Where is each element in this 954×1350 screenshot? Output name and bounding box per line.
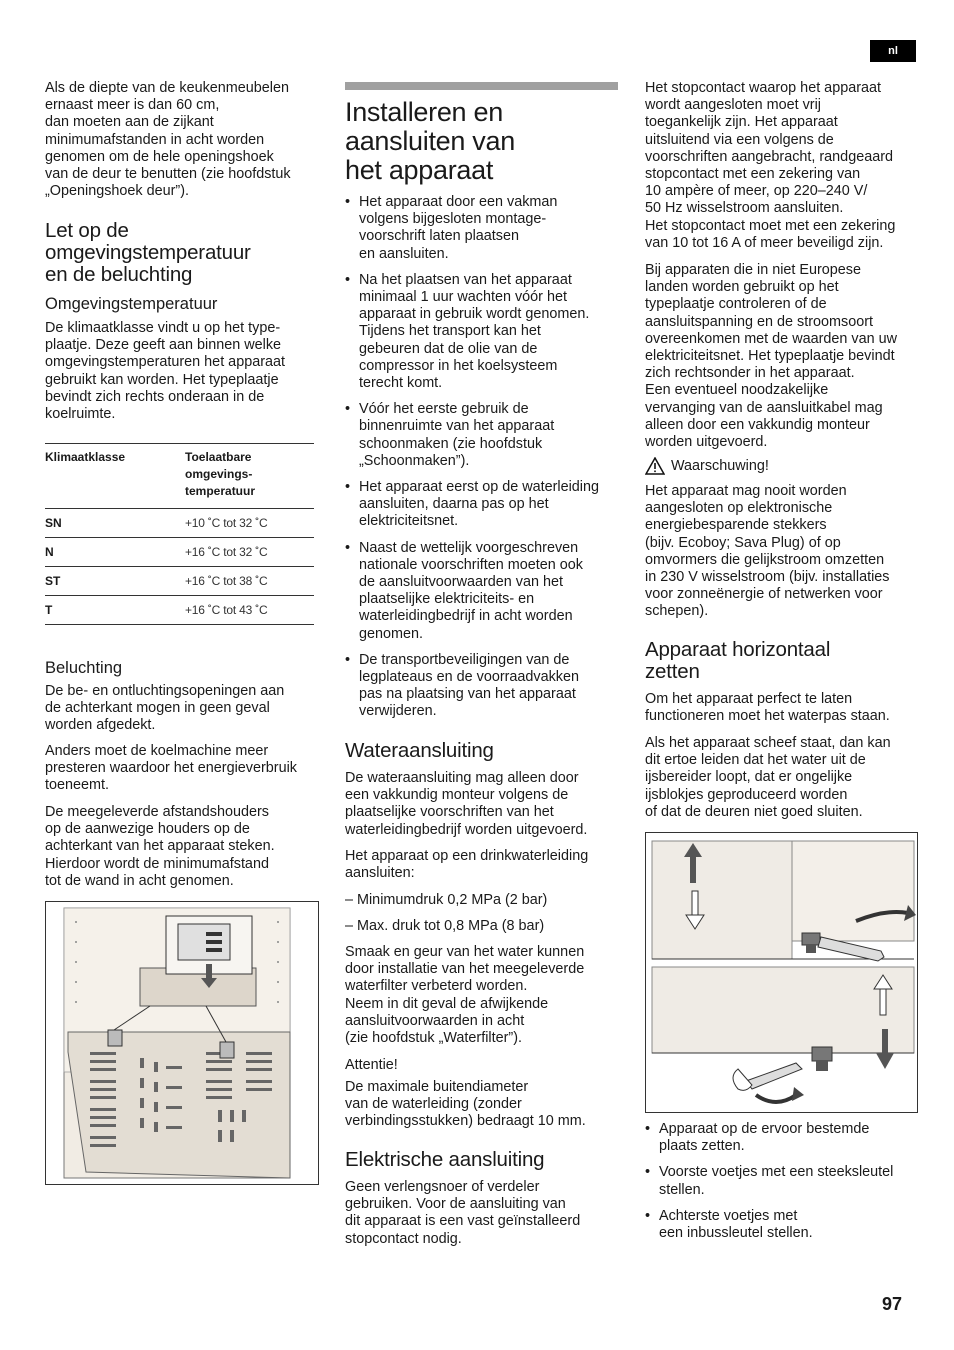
leveling-text-2: Als het apparaat scheef staat, dan kan dit ertoe leiden dat het water uit de ijsbereider loopt, dat er ongelijke ijsblokjes geproduceerd worden of dat de deuren niet goed sluiten. (645, 735, 891, 820)
leveling-illustration (645, 832, 918, 1113)
ambient-temp-subheading: Omgevingstemperatuur (45, 295, 218, 313)
non-eu-text: Bij apparaten die in niet Europese landen worden gebruikt op het typeplaatje controleren of de aansluitspanning en de stroomsoort overeenkomen met de waarden van uw elektriciteitsnet. Het typeplaatje bevindt zich rechtsonder in het apparaat. Een eventueel noodzakelijke vervanging van de aansluitkabel mag alleen door een vakkundig monteur worden uitgevoerd. (645, 262, 897, 451)
table-row (45, 596, 314, 625)
table-cell-class: T (45, 596, 185, 625)
list-item: • Vóór het eerste gebruik de binnenruimte van het apparaat schoonmaken (zie hoofdstuk „Schoonmaken”). (345, 401, 625, 470)
ventilation-text-3: De meegeleverde afstandshouders op de aanwezige houders op de achterkant van het apparaat steken. Hierdoor wordt de minimumafstand tot de wand in acht genomen. (45, 804, 275, 889)
warning-label-row (645, 457, 769, 475)
attention-label: Attentie! (345, 1057, 398, 1073)
water-heading: Wateraansluiting (345, 739, 494, 762)
water-min-pressure: – Minimumdruk 0,2 MPa (2 bar) (345, 892, 548, 908)
page-number: 97 (882, 1294, 903, 1314)
warning-triangle-icon (645, 457, 665, 475)
list-item: • Het apparaat eerst op de waterleiding aansluiten, daarna pas op het elektriciteitsnet. (345, 479, 625, 531)
table-cell-temp: +16 ˚C tot 43 ˚C (185, 596, 314, 625)
list-item: • Na het plaatsen van het apparaat minimaal 1 uur wachten vóór het apparaat in gebruik wordt genomen. Tijdens het transport kan het gebeuren dat de olie van de compressor in het koelsysteem terecht komt. (345, 272, 625, 392)
ambient-temp-text: De klimaatklasse vindt u op het type- plaatje. Deze geeft aan binnen welke omgevingstemperaturen het apparaat gebruikt kan worden. Het typeplaatje bevindt zich rechts onderaan in de koelruimte. (45, 320, 285, 423)
table-cell-class: ST (45, 567, 185, 596)
table-cell-class: SN (45, 509, 185, 538)
list-item: • Voorste voetjes met een steeksleutel stellen. (645, 1164, 925, 1198)
warning-label: Waarschuwing! (671, 458, 769, 474)
list-item: • Apparaat op de ervoor bestemde plaats zetten. (645, 1121, 925, 1155)
list-item: • Naast de wettelijk voorgeschreven nationale voorschriften moeten ook de aansluitvoorwaarden van het plaatselijke elektriciteits- en waterleidingbedrijf in acht worden genomen. (345, 540, 625, 643)
ventilation-subheading: Beluchting (45, 659, 123, 677)
water-text-3: Smaak en geur van het water kunnen door installatie van het meegeleverde waterfilter verbeterd worden. Neem in dit geval de afwijkende aansluitvoorwaarden in acht (zie hoofdstuk „Waterfilter”). (345, 944, 585, 1047)
attention-text: De maximale buitendiameter van de waterleiding (zonder verbindingsstukken) bedraagt 10 mm. (345, 1079, 586, 1130)
list-item: • Het apparaat door een vakman volgens bijgesloten montage- voorschrift laten plaatsen en aansluiten. (345, 194, 625, 263)
table-row (45, 538, 314, 567)
table-header-temp: Toelaatbare omgevings- temperatuur (185, 444, 314, 509)
water-max-pressure: – Max. druk tot 0,8 MPa (8 bar) (345, 918, 545, 934)
table-cell-temp: +16 ˚C tot 38 ˚C (185, 567, 314, 596)
ambient-heading: Let op de omgevingstemperatuur en de beluchting (45, 219, 251, 286)
language-tab: nl (870, 40, 916, 62)
section-rule (345, 82, 618, 90)
warning-text: Het apparaat mag nooit worden aangesloten op elektronische energiebesparende stekkers (bijv. Ecoboy; Sava Plug) of op omvormers die gelijkstroom omzetten in 230 V wisselstroom (bijv. installaties voor zonneënergie of netwerken voor schepen). (645, 483, 890, 620)
page-title: Installeren en aansluiten van het apparaat (345, 97, 515, 185)
appliance-back-drawing (46, 902, 318, 1184)
table-cell-class: N (45, 538, 185, 567)
leveling-heading: Apparaat horizontaal zetten (645, 638, 831, 683)
ventilation-text-1: De be- en ontluchtingsopeningen aan de achterkant mogen in geen geval worden afgedekt. (45, 683, 285, 734)
electrical-heading: Elektrische aansluiting (345, 1148, 545, 1171)
water-text-1: De wateraansluiting mag alleen door een vakkundig monteur volgens de plaatselijke voorschriften van het waterleidingbedrijf worden uitgevoerd. (345, 770, 588, 838)
table-row (45, 509, 314, 538)
list-item: • De transportbeveiligingen van de legplateaus en de voorraadvakken pas na plaatsing van het apparaat verwijderen. (345, 652, 625, 721)
table-cell-temp: +10 ˚C tot 32 ˚C (185, 509, 314, 538)
intro-paragraph: Als de diepte van de keukenmeubelen ernaast meer is dan 60 cm, dan moeten aan de zijkant minimumafstanden in acht worden genomen om de hele openingshoek van de deur te benutten (zie hoofdstuk „Openingshoek deur”). (45, 80, 291, 200)
ventilation-text-2: Anders moet de koelmachine meer presteren waardoor het energieverbruik toeneemt. (45, 743, 297, 794)
list-item: • Achterste voetjes met een inbussleutel stellen. (645, 1208, 925, 1242)
socket-text: Het stopcontact waarop het apparaat wordt aangesloten moet vrij toegankelijk zijn. Het apparaat uitsluitend via een volgens de voorschriften aangebracht, randgeaard stopcontact met een zekering van 10 ampère of meer, op 220–240 V/ 50 Hz wisselstroom aansluiten. Het stopcontact moet met een zekering van 10 tot 16 A of meer beveiligd zijn. (645, 80, 896, 251)
spacer-illustration (45, 901, 319, 1185)
install-bullet-list (345, 194, 625, 721)
table-cell-temp: +16 ˚C tot 32 ˚C (185, 538, 314, 567)
leveling-bullet-list (645, 1121, 925, 1242)
table-row (45, 567, 314, 596)
leveling-feet-drawing (646, 833, 917, 1112)
climate-class-table (45, 443, 314, 625)
water-text-2: Het apparaat op een drinkwaterleiding aansluiten: (345, 848, 589, 882)
electrical-text: Geen verlengsnoer of verdeler gebruiken. Voor de aansluiting van dit apparaat is een vast geïnstalleerd stopcontact nodig. (345, 1179, 581, 1247)
table-header-class: Klimaatklasse (45, 444, 185, 509)
leveling-text-1: Om het apparaat perfect te laten functioneren moet het waterpas staan. (645, 691, 890, 725)
